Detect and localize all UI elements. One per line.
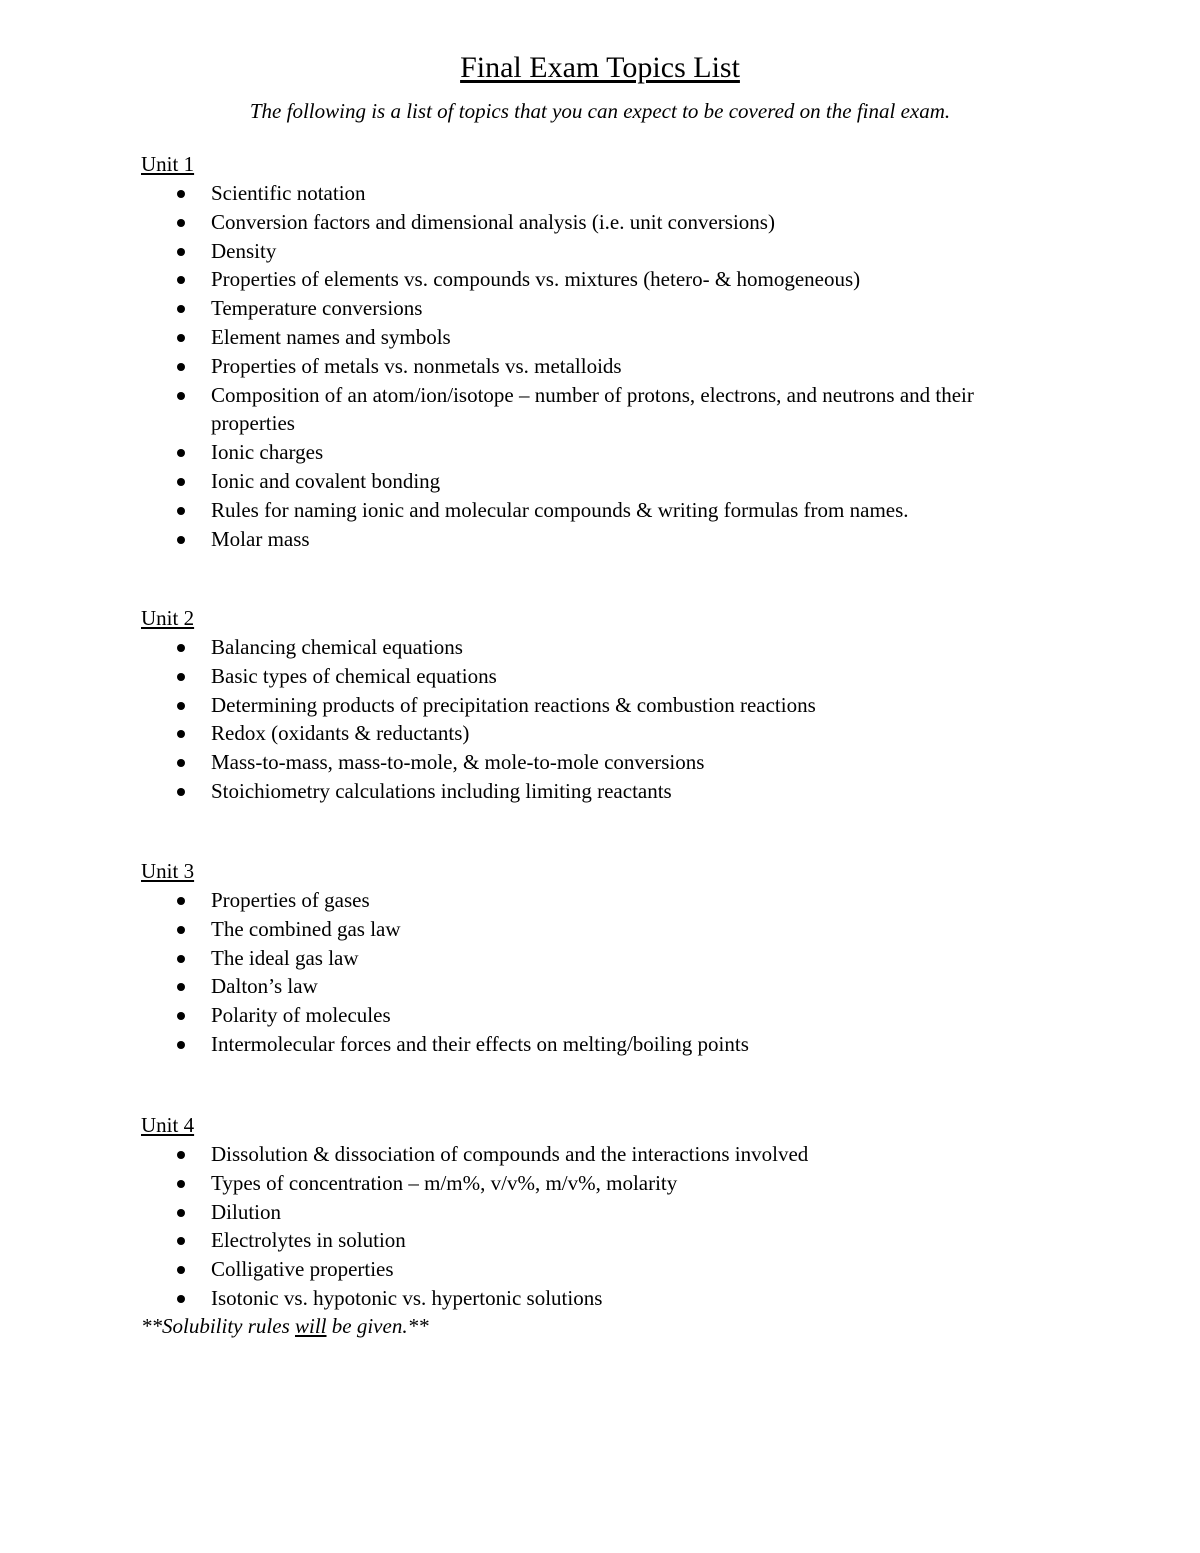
list-item: Isotonic vs. hypotonic vs. hypertonic solutions	[141, 1284, 1041, 1313]
list-item: Temperature conversions	[141, 294, 1041, 323]
unit-2-topic-list	[141, 633, 1041, 806]
bullet-icon	[177, 983, 185, 991]
list-item: The ideal gas law	[141, 944, 1041, 973]
list-item: Composition of an atom/ion/isotope – number of protons, electrons, and neutrons and their properties	[141, 381, 1041, 439]
bullet-icon	[177, 334, 185, 342]
list-item: Electrolytes in solution	[141, 1226, 1041, 1255]
list-item: Properties of gases	[141, 886, 1041, 915]
list-item: Balancing chemical equations	[141, 633, 1041, 662]
bullet-icon	[177, 1295, 185, 1303]
list-item: Scientific notation	[141, 179, 1041, 208]
bullet-icon	[177, 897, 185, 905]
bullet-icon	[177, 190, 185, 198]
bullet-icon	[177, 1041, 185, 1049]
bullet-icon	[177, 392, 185, 400]
note-emphasis: will	[295, 1314, 327, 1338]
solubility-note: **Solubility rules will be given.**	[141, 1314, 429, 1338]
bullet-icon	[177, 730, 185, 738]
list-item: Dalton’s law	[141, 972, 1041, 1001]
list-item: Basic types of chemical equations	[141, 662, 1041, 691]
list-item: Polarity of molecules	[141, 1001, 1041, 1030]
list-item: Element names and symbols	[141, 323, 1041, 352]
bullet-icon	[177, 478, 185, 486]
unit-4-topic-list	[141, 1140, 1041, 1313]
list-item: Properties of elements vs. compounds vs. mixtures (hetero- & homogeneous)	[141, 265, 1041, 294]
list-item: Properties of metals vs. nonmetals vs. metalloids	[141, 352, 1041, 381]
bullet-icon	[177, 449, 185, 457]
bullet-icon	[177, 536, 185, 544]
bullet-icon	[177, 788, 185, 796]
list-item: Determining products of precipitation reactions & combustion reactions	[141, 691, 1041, 720]
unit-1-heading: Unit 1	[141, 152, 195, 176]
unit-2-heading: Unit 2	[141, 606, 195, 630]
list-item: Rules for naming ionic and molecular compounds & writing formulas from names.	[141, 496, 1041, 525]
bullet-icon	[177, 219, 185, 227]
list-item: Density	[141, 237, 1041, 266]
document-subtitle: The following is a list of topics that you can expect to be covered on the final exam.	[249, 99, 951, 123]
list-item: Dissolution & dissociation of compounds and the interactions involved	[141, 1140, 1041, 1169]
list-item: Colligative properties	[141, 1255, 1041, 1284]
bullet-icon	[177, 1266, 185, 1274]
bullet-icon	[177, 363, 185, 371]
bullet-icon	[177, 305, 185, 313]
bullet-icon	[177, 702, 185, 710]
list-item: Intermolecular forces and their effects on melting/boiling points	[141, 1030, 1041, 1059]
bullet-icon	[177, 507, 185, 515]
unit-3-heading: Unit 3	[141, 859, 195, 883]
unit-4-heading: Unit 4	[141, 1113, 195, 1137]
bullet-icon	[177, 673, 185, 681]
unit-1-topic-list	[141, 179, 1041, 553]
list-item: The combined gas law	[141, 915, 1041, 944]
list-item: Types of concentration – m/m%, v/v%, m/v%, molarity	[141, 1169, 1041, 1198]
bullet-icon	[177, 276, 185, 284]
bullet-icon	[177, 926, 185, 934]
bullet-icon	[177, 1151, 185, 1159]
bullet-icon	[177, 759, 185, 767]
list-item: Redox (oxidants & reductants)	[141, 719, 1041, 748]
list-item: Dilution	[141, 1198, 1041, 1227]
bullet-icon	[177, 1012, 185, 1020]
bullet-icon	[177, 1180, 185, 1188]
list-item: Mass-to-mass, mass-to-mole, & mole-to-mole conversions	[141, 748, 1041, 777]
bullet-icon	[177, 1237, 185, 1245]
document-title: Final Exam Topics List	[460, 51, 740, 84]
bullet-icon	[177, 248, 185, 256]
unit-3-topic-list	[141, 886, 1041, 1059]
list-item: Ionic and covalent bonding	[141, 467, 1041, 496]
list-item: Stoichiometry calculations including limiting reactants	[141, 777, 1041, 806]
list-item: Molar mass	[141, 525, 1041, 554]
bullet-icon	[177, 644, 185, 652]
bullet-icon	[177, 1209, 185, 1217]
list-item: Ionic charges	[141, 438, 1041, 467]
list-item: Conversion factors and dimensional analysis (i.e. unit conversions)	[141, 208, 1041, 237]
bullet-icon	[177, 955, 185, 963]
